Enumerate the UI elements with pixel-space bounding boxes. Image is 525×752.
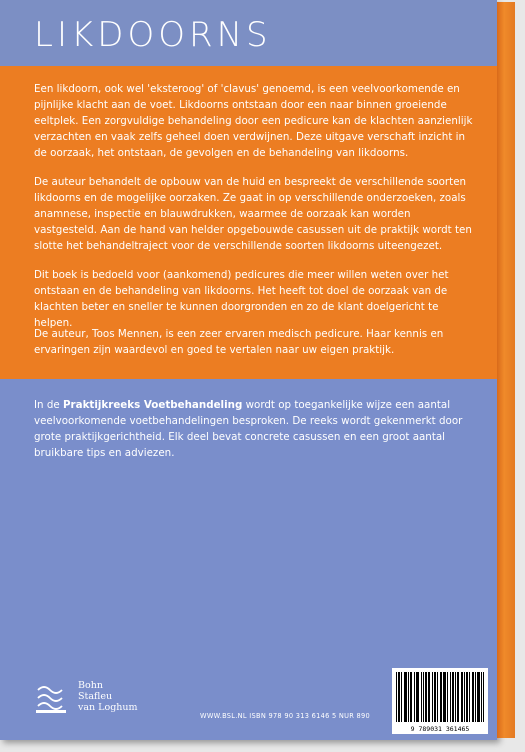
publisher-line-1: Bohn [78,680,103,691]
publisher-name [78,680,138,713]
publisher-emblem-icon [34,682,70,718]
publisher-line-2: Stafleu [78,691,113,702]
barcode [392,668,488,734]
description-paragraph-1: Een likdoorn, ook wel 'eksteroog' of 'clavus' genoemd, is een veelvoorkomende en pijnlijke klacht aan de voet. Likdoorns ontstaan door een naar binnen groeiende eeltplek. Een zorgvuldige behandeling door een pedicure kan de klachten aanzienlijk verzachten en vaak zelfs geheel doen verdwijnen. Deze uitgave verschaft inzicht in de oorzaak, het ontstaan, de gevolgen en de behandeling van likdoorns. [34,83,473,159]
series-intro: In de [34,399,60,411]
book-title: LIKDOORNS [34,15,272,55]
description-paragraph-2: De auteur behandelt de opbouw van de huid en bespreekt de verschillende soorten likdoorns en de mogelijke oorzaken. Ze gaat in op verschillende onderzoeken, zoals anamnese, inspectie en blauwdrukken, waarmee de oorzaak kan worden vastgesteld. Aan de hand van helder opgebouwde casussen uit de praktijk wordt ten slotte het behandeltraject voor de verschillende soorten likdoorns uiteengezet. [34,176,472,252]
barcode-bars [392,670,488,726]
title-band [0,0,497,66]
book-spine-edge [497,2,515,738]
description-paragraph-3: Dit boek is bedoeld voor (aankomend) pedicures die meer willen weten over het ontstaan en de behandeling van likdoorns. Het heeft tot doel de oorzaak van de klachten beter en sneller te kunnen doorgronden en zo de klant doelgericht te helpen. [34,269,449,329]
series-text: wordt op toegankelijke wijze een aantal veelvoorkomende voetbehandelingen besproken. De reeks wordt gekenmerkt door grote praktijkgerichtheid. Elk deel bevat concrete casussen en een groot aantal bruikbare tips en adviezen. [34,399,463,459]
series-paragraph [34,397,464,461]
publisher-line-3: van Loghum [78,702,138,713]
isbn-footer: WWW.BSL.NL ISBN 978 90 313 6146 5 NUR 890 [200,712,370,720]
series-name: Praktijkreeks Voetbehandeling [63,399,243,411]
barcode-digits: 9 789031 361465 [410,725,470,733]
publisher-logo [34,680,164,724]
description-paragraph-4: De auteur, Toos Mennen, is een zeer ervaren medisch pedicure. Haar kennis en ervaringen zijn waardevol en goed te vertalen naar uw eigen praktijk. [34,328,444,356]
